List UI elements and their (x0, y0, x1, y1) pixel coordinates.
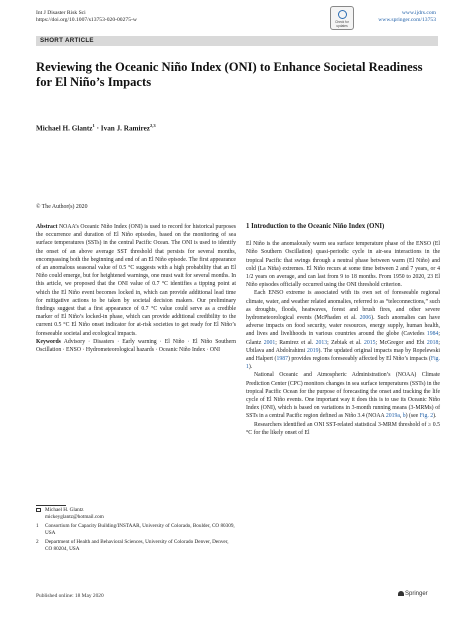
left-column (36, 223, 236, 354)
publisher-logo (398, 591, 428, 597)
corresponding-name: Michael H. Glantz (45, 507, 84, 513)
paragraph-text: ). (248, 364, 253, 371)
affiliations (36, 507, 236, 556)
paragraph-text: ). (433, 413, 437, 420)
paragraph-text: National Oceanic and Atmospheric Administration’s (NOAA) Climate Prediction Center (CPC) monitors changes in sea surface temperatures (SSTs) in the tropical Pacific Ocean for the purpose of forecasting the onset and tracking the life cycle of El Niño events. One important way it does this is to use its Oceanic Niño Index (ONI), which is based on variations in 3-month running means (3-MRMs) of SSTs in a central Pacific region defined as Niño 3.4 (NOAA (246, 372, 440, 420)
affiliation-item (36, 539, 236, 552)
paragraph: El Niño is the anomalously warm sea surface temperature phase of the ENSO (El Niño Southern Oscillation) quasi-periodic cycle in air-sea interactions in the tropical Pacific that swings through a neutral phase between warm (El Niño) and cold (La Niña) extremes. El Niño recurs at some time between 2 and 7 years, or 4 1/2 years on average, and can last from 9 to 18 months. From 1950 to 2020, 23 El Niño episodes officially occurred using the ONI threshold criterion. (246, 241, 440, 289)
doi-link[interactable]: https://doi.org/10.1007/s13753-020-00275-w (36, 17, 137, 23)
paragraph (246, 371, 440, 420)
published-date: Published online: 18 May 2020 (36, 593, 104, 599)
citation-link[interactable]: 2015 (363, 339, 376, 346)
citation-link[interactable]: 2019a (385, 413, 400, 420)
affiliation-text: Consortium for Capacity Building/INSTAAR, University of Colorado, Boulder, CO 80309, USA (45, 523, 235, 536)
abstract (36, 223, 236, 338)
right-column (246, 223, 440, 437)
affiliation-item (36, 523, 236, 536)
check-updates-icon (338, 10, 347, 19)
paragraph-text: Each ENSO extreme is associated with its own set of foreseeable regional climate, water, and weather related anomalies, referred to as “teleconnections,” such as droughts, floods, heatwaves, forest and brush fires, and other severe hydrometeorological events (McPhaden et al. (246, 290, 440, 322)
keywords-label: Keywords (36, 338, 61, 345)
corresponding-author (36, 507, 236, 520)
article-type-bar: SHORT ARTICLE (36, 36, 438, 46)
footnote-divider (36, 505, 66, 506)
paragraph-text: ). Such anomalies can have adverse impacts on food security, water resources, energy supply, human health, and lives and livelihoods in various countries around the globe (Caviedes (246, 315, 441, 338)
badge-label: Check for updates (335, 20, 349, 28)
abstract-text: NOAA’s Oceanic Niño Index (ONI) is used to record for historical purposes the occurrence and duration of El Niño episodes, based on the monitoring of sea surface temperatures (SSTs) in the central Pacific Ocean. The ONI is used to identify the onset of an above average SST threshold that persists for several months, encompassing both the beginning and end of an El Niño episode. The first appearance of an anomalous seasonal value of 0.5 °C suggests with a high probability that an El Niño could emerge, but for heightened warnings, one must wait for several months. In this article, we proposed that the ONI value of 0.7 °C identifies a tipping point at which the El Niño event becomes locked in, which can provide additional lead time for mitigative actions to be taken by societal decision makers. Our preliminary findings suggest that a first appearance of 0.7 °C value could serve as a credible marker of El Niño’s locked-in phase, which can provide additional credibility to the current 0.5 °C El Niño onset indicator for at-risk societies to get ready for El Niño’s foreseeable societal and ecological impacts. (36, 224, 237, 337)
citation-link[interactable]: 2001 (263, 339, 276, 346)
check-for-updates-badge[interactable] (330, 6, 354, 30)
citation-link[interactable]: 2019 (306, 347, 319, 354)
abstract-label: Abstract (36, 224, 58, 230)
affiliation-text: Department of Health and Behavioral Sciences, University of Colorado Denver, Denver, CO 80204, USA (45, 539, 229, 552)
paragraph-text: ) provides regions foreseeably affected by El Niño’s impacts ( (287, 356, 431, 363)
paragraph-text: ; Glantz (246, 331, 440, 346)
figure-link[interactable]: Fig. 1 (246, 356, 440, 371)
corresponding-email[interactable]: mickeyglantz@hotmail.com (45, 513, 104, 520)
journal-name: Int J Disaster Risk Sci (36, 10, 86, 16)
affiliation-marker: 2 (36, 539, 39, 546)
author-separator: · (94, 124, 101, 133)
citation-link[interactable]: 1984 (426, 331, 439, 338)
citation-link[interactable]: 2018 (426, 339, 439, 346)
paragraph-text: ; Zebiak et al. (327, 339, 364, 346)
author-list (36, 123, 156, 132)
section-heading: 1 Introduction to the Oceanic Niño Index (ONI) (246, 223, 385, 230)
paragraph-text: ; Ramirez et al. (275, 339, 316, 346)
citation-link[interactable]: b (402, 413, 406, 420)
affiliation-marker: 1 (36, 523, 39, 530)
site-link[interactable]: www.ijdrs.com (401, 10, 436, 16)
springer-link[interactable]: www.springer.com/13753 (378, 17, 436, 23)
paragraph (246, 289, 440, 371)
citation-link[interactable]: 1987 (276, 356, 288, 363)
paragraph-text: , (399, 413, 403, 420)
journal-header (36, 10, 137, 24)
author-name[interactable]: Ivan J. Ramirez (100, 124, 150, 133)
keywords (36, 338, 236, 354)
paragraph-text: ; McGregor and Ebi (375, 339, 427, 346)
paragraph-text: ). The updated original impacts map by Ropelewski and Halpert ( (246, 347, 440, 363)
citation-link[interactable]: 2006 (359, 315, 372, 322)
publisher-name: Springer (405, 591, 428, 597)
keywords-text: Advisory · Disasters · Early warning · El Niño · El Niño Southern Oscillation · ENSO · Hydrometeorological hazards · Oceanic Niño Index · ONI (36, 338, 236, 354)
paragraph-text: ) (see (405, 413, 420, 420)
figure-link[interactable]: Fig. 2 (419, 413, 434, 420)
paragraph: Researchers identified an ONI SST-related statistical 3-MRM threshold of ≥ 0.5 °C for the likely onset of El (246, 421, 440, 436)
journal-links (378, 10, 436, 24)
author-affiliation-marker: 2,3 (149, 123, 156, 128)
author-affiliation-marker: 1 (92, 123, 95, 128)
paragraph-text: ; Ubilava and Abdolrahimi (246, 339, 440, 354)
author-name[interactable]: Michael H. Glantz (36, 124, 93, 133)
envelope-icon (36, 508, 41, 512)
springer-horse-icon (398, 591, 404, 596)
citation-link[interactable]: 2013 (315, 339, 328, 346)
copyright-notice: © The Author(s) 2020 (36, 204, 88, 210)
article-title: Reviewing the Oceanic Niño Index (ONI) to Enhance Societal Readiness for El Niño’s Impacts (36, 60, 423, 89)
